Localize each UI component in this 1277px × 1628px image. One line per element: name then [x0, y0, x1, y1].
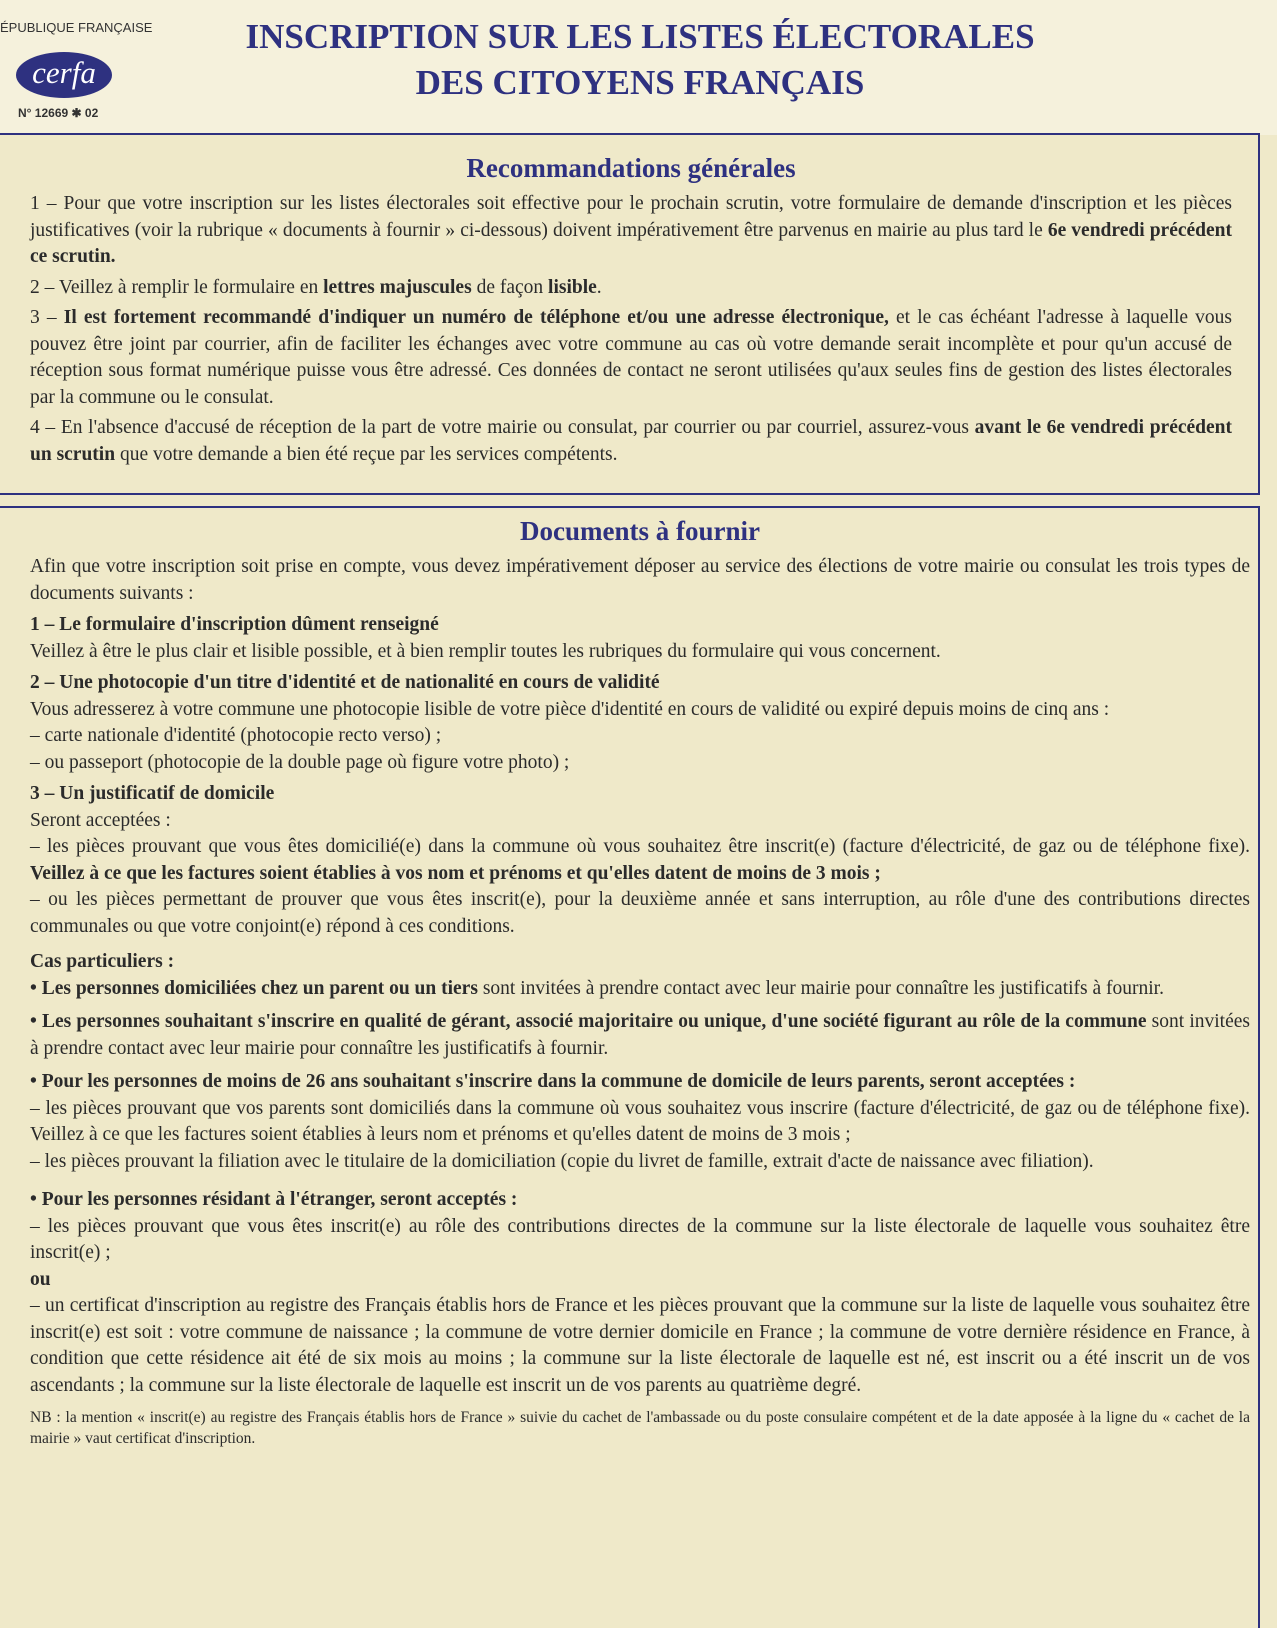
document-2-item: – carte nationale d'identité (photocopie recto verso) ; — [30, 725, 442, 746]
documents-title: Documents à fournir — [520, 516, 760, 546]
document-3-title: 3 – Un justificatif de domicile — [30, 783, 275, 804]
cas-particulier-2: • Les personnes souhaitant s'inscrire en qualité de gérant, associé majoritaire ou unique, d'une société figurant au rôle de la commune sont invitées à prendre contact avec leur mairie pour connaître les justificatifs à fournir. — [30, 1011, 1250, 1059]
form-title-line1: INSCRIPTION SUR LES LISTES ÉLECTORALES — [245, 17, 1035, 56]
form-header — [0, 0, 1277, 135]
document-1-text: Veillez à être le plus clair et lisible possible, et à bien remplir toutes les rubriques du formulaire qui vous concernent. — [30, 640, 941, 662]
cas-particulier-1: • Les personnes domiciliées chez un parent ou un tiers sont invitées à prendre contact avec leur mairie pour connaître les justificatifs à fournir. — [30, 977, 1164, 999]
cas-particulier-4-item: – les pièces prouvant que vous êtes inscrit(e) au rôle des contributions directes de la commune sur la liste électorale de laquelle vous souhaitez être inscrit(e) ; — [30, 1215, 1250, 1263]
cas-particulier-3-item: – les pièces prouvant la filiation avec le titulaire de la domiciliation (copie du livret de famille, extrait d'acte de naissance avec filiation). — [30, 1150, 1094, 1172]
cas-particulier-4-ou: ou — [30, 1268, 51, 1290]
cas-particuliers-title: Cas particuliers : — [30, 951, 175, 972]
cerfa-number: N° 12669 ✱ 02 — [18, 106, 99, 120]
republique-label: ÉPUBLIQUE FRANÇAISE — [0, 20, 153, 35]
cas-particulier-4-title: • Pour les personnes résidant à l'étranger, seront acceptés : — [30, 1189, 518, 1210]
document-3-item: – ou les pièces permettant de prouver que vous êtes inscrit(e), pour la deuxième année et sans interruption, au rôle d'une des contributions directes communales ou que votre conjoint(e) répond à ces conditions. — [30, 889, 1250, 937]
cas-particulier-3-item: – les pièces prouvant que vos parents sont domiciliés dans la commune où vous souhaitez vous inscrire (facture d'électricité, de gaz ou de téléphone fixe). Veillez à ce que les factures soient établies à leurs nom et prénoms et qu'elles datent de moins de 3 mois ; — [30, 1097, 1250, 1145]
recommandation-3: 3 – Il est fortement recommandé d'indiquer un numéro de téléphone et/ou une adresse électronique, et le cas échéant l'adresse à laquelle vous pouvez être joint par courrier, afin de faciliter les échanges avec votre commune au cas où votre demande serait incomplète et pour qu'un accusé de réception sous format numérique puisse vous être adressé. Ces données de contact ne seront utilisées qu'aux seules fins de gestion des listes électorales par la commune ou le consulat. — [30, 307, 1232, 408]
form-title — [150, 14, 1130, 106]
cerfa-logo-text: cerfa — [32, 55, 96, 90]
form-title-line2: DES CITOYENS FRANÇAIS — [415, 63, 865, 102]
document-1-title: 1 – Le formulaire d'inscription dûment renseigné — [30, 614, 439, 635]
nb-note: NB : la mention « inscrit(e) au registre des Français établis hors de France » suivie du cachet de l'ambassade ou du poste consulaire compétent et de la date apposée à la ligne du « cachet de la mairie » vaut certificat d'inscription. — [30, 1409, 1250, 1447]
document-3-text: Seront acceptées : — [30, 809, 171, 831]
cerfa-logo — [16, 52, 112, 98]
recommandation-4: 4 – En l'absence d'accusé de réception de la part de votre mairie ou consulat, par courrier ou par courriel, assurez-vous avant le 6e vendredi précédent un scrutin que votre demande a bien été reçue par les services compétents. — [30, 417, 1233, 465]
recommandations-section — [0, 133, 1260, 495]
cas-particulier-3-title: • Pour les personnes de moins de 26 ans souhaitant s'inscrire dans la commune de domicile de leurs parents, seront acceptées : — [30, 1071, 1076, 1092]
recommandations-title: Recommandations générales — [466, 153, 796, 183]
cas-particulier-4-item: – un certificat d'inscription au registre des Français établis hors de France et les pièces prouvant que la commune sur la liste de laquelle vous souhaitez être inscrit(e) est soit : votre commune de naissance ; la commune de votre dernier domicile en France ; la commune de votre dernière résidence en France, à condition que cette résidence ait été de six mois au moins ; la commune sur la liste électorale de laquelle est né, est inscrit ou a été inscrit un de vos ascendants ; la commune sur la liste électorale de laquelle est inscrit un de vos parents au quatrième degré. — [30, 1295, 1250, 1396]
document-2-title: 2 – Une photocopie d'un titre d'identité et de nationalité en cours de validité — [30, 672, 660, 693]
documents-section — [0, 506, 1260, 1628]
documents-intro: Afin que votre inscription soit prise en compte, vous devez impérativement déposer au service des élections de votre mairie ou consulat les trois types de documents suivants : — [30, 556, 1250, 604]
document-3-item: – les pièces prouvant que vous êtes domicilié(e) dans la commune où vous souhaitez être inscrit(e) (facture d'électricité, de gaz ou de téléphone fixe). Veillez à ce que les factures soient établies à vos nom et prénoms et qu'elles datent de moins de 3 mois ; — [30, 836, 1250, 884]
document-2-item: – ou passeport (photocopie de la double page où figure votre photo) ; — [30, 751, 570, 773]
document-2-text: Vous adresserez à votre commune une photocopie lisible de votre pièce d'identité en cours de validité ou expiré depuis moins de cinq ans : — [30, 698, 1110, 720]
recommandation-2: 2 – Veillez à remplir le formulaire en lettres majuscules de façon lisible. — [30, 276, 602, 298]
recommandation-1: 1 – Pour que votre inscription sur les listes électorales soit effective pour le prochain scrutin, votre formulaire de demande d'inscription et les pièces justificatives (voir la rubrique « documents à fournir » ci-dessous) doivent impérativement être parvenus en mairie au plus tard le 6e vendredi précédent ce scrutin. — [30, 193, 1232, 267]
